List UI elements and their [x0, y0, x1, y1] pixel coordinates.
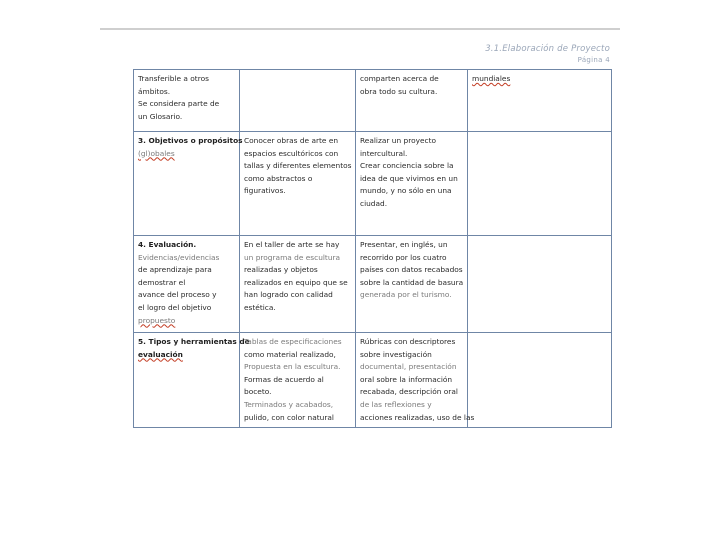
cell-line: realizados en equipo que se: [244, 277, 348, 287]
cell-line: generada por el turismo.: [360, 290, 452, 300]
cell-line: avance del proceso y: [138, 290, 217, 300]
header-title: 3.1.Elaboración de Proyecto: [485, 44, 610, 54]
page-number: Página 4: [577, 56, 610, 64]
planning-table: [133, 69, 612, 428]
table-cell: [240, 333, 356, 428]
cell-line: como material realizado,: [244, 349, 336, 359]
cell-line: mundiales: [472, 74, 511, 83]
cell-line: mundo, y no sólo en una: [360, 186, 452, 196]
cell-line: espacios escultóricos con: [244, 148, 339, 158]
cell-line: Crear conciencia sobre la: [360, 161, 454, 171]
cell-line: tallas y diferentes elementos: [244, 161, 352, 171]
cell-line: países con datos recabados: [360, 265, 463, 275]
table-cell: [356, 70, 468, 132]
cell-line: Rúbricas con descriptores: [360, 337, 456, 346]
cell-line: (gl)obales: [138, 148, 175, 158]
cell-line: sobre investigación: [360, 349, 432, 359]
cell-line: Propuesta en la escultura.: [244, 362, 341, 372]
row-heading: 3. Objetivos o propósitos: [138, 136, 243, 145]
header-rule: [100, 28, 620, 30]
table-cell: [468, 70, 612, 132]
cell-line: estética.: [244, 302, 276, 312]
cell-line: el logro del objetivo: [138, 302, 212, 312]
cell-line: documental, presentación: [360, 362, 457, 372]
table-row: [134, 70, 612, 132]
table-cell: [134, 70, 240, 132]
cell-line: un Glosario.: [138, 111, 183, 121]
cell-line: Terminados y acabados,: [244, 399, 334, 409]
table-cell: [356, 132, 468, 236]
cell-line: Formas de acuerdo al: [244, 374, 324, 384]
cell-line: recabada, descripción oral: [360, 387, 458, 397]
cell-line: obra todo su cultura.: [360, 86, 438, 96]
cell-line: acciones realizadas, uso de las: [360, 412, 475, 422]
cell-line: Se considera parte de: [138, 99, 220, 109]
table-cell: [240, 132, 356, 236]
cell-line: En el taller de arte se hay: [244, 240, 340, 249]
cell-line: Presentar, en inglés, un: [360, 240, 448, 249]
cell-line: demostrar el: [138, 277, 186, 287]
cell-line: pulido, con color natural: [244, 412, 334, 422]
table-row: [134, 333, 612, 428]
table-cell: [468, 236, 612, 333]
cell-line: Tablas de especificaciones: [244, 337, 342, 346]
cell-line: ciudad.: [360, 198, 388, 208]
cell-line: recorrido por los cuatro: [360, 252, 447, 262]
table-cell: [134, 333, 250, 428]
cell-line: sobre la cantidad de basura: [360, 277, 464, 287]
table-cell: [468, 333, 612, 428]
table-cell: [240, 236, 356, 333]
row-heading: 5. Tipos y herramientas de: [138, 337, 250, 346]
cell-line: intercultural.: [360, 148, 408, 158]
cell-line: un programa de escultura: [244, 252, 341, 262]
cell-line: realizadas y objetos: [244, 265, 318, 275]
table-cell: [356, 333, 475, 428]
cell-line: de aprendizaje para: [138, 265, 212, 275]
cell-line: evaluación: [138, 349, 183, 359]
cell-line: Transferible a otros: [138, 74, 209, 83]
table-row: [134, 236, 612, 333]
cell-line: figurativos.: [244, 186, 286, 196]
cell-line: comparten acerca de: [360, 74, 439, 83]
cell-line: boceto.: [244, 387, 272, 397]
table-row: [134, 132, 612, 236]
cell-line: Realizar un proyecto: [360, 136, 436, 145]
cell-line: de las reflexiones y: [360, 399, 432, 409]
cell-line: como abstractos o: [244, 173, 313, 183]
cell-line: Evidencias/evidencias: [138, 252, 220, 262]
table-cell: [356, 236, 468, 333]
table-cell: [468, 132, 612, 236]
cell-line: oral sobre la información: [360, 374, 453, 384]
table-cell: [134, 132, 243, 236]
table-cell: [134, 236, 240, 333]
table-cell: [240, 70, 356, 132]
cell-line: Conocer obras de arte en: [244, 136, 339, 145]
cell-line: idea de que vivimos en un: [360, 173, 458, 183]
cell-line: ámbitos.: [138, 86, 171, 96]
cell-line: han logrado con calidad: [244, 290, 333, 300]
row-heading: 4. Evaluación.: [138, 240, 197, 249]
cell-line: propuesto: [138, 315, 176, 325]
